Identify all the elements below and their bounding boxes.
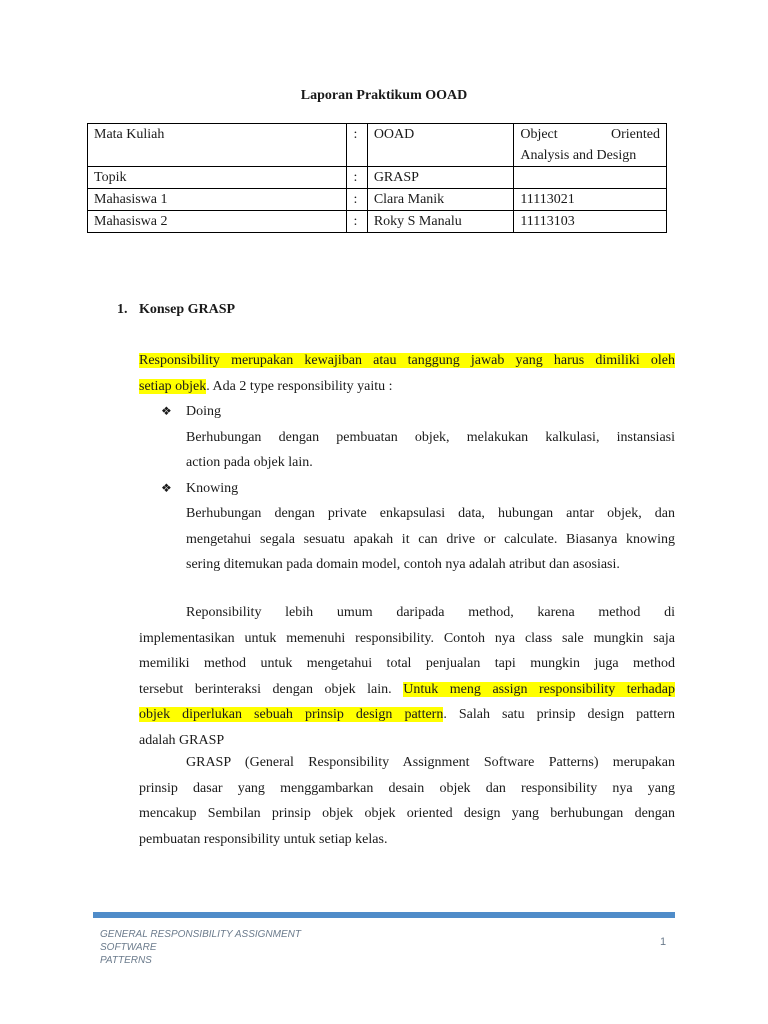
text-line: Berhubungan dengan private enkapsulasi data, hubungan antar objek, dan [186,506,675,521]
footer-title-line: GENERAL RESPONSIBILITY ASSIGNMENT SOFTWARE [100,929,301,953]
bullet-title: Doing [186,404,221,419]
section-number: 1. [117,302,128,317]
text-line [139,348,675,374]
table-cell-extra-word: Oriented [611,127,660,142]
body-text: . Ada 2 type responsibility yaitu : [206,378,393,394]
table-cell-value: GRASP [367,167,514,189]
document-title: Laporan Praktikum OOAD [300,88,468,103]
table-cell-colon: : [347,211,367,233]
table-cell-colon: : [347,167,367,189]
paragraph [139,750,675,852]
table-cell-extra-line [520,124,660,145]
text-line: adalah GRASP [139,732,225,748]
table-cell-value: Roky S Manalu [367,211,514,233]
table-cell-extra: 11113021 [514,189,667,211]
footer-title-line: PATTERNS [100,955,152,966]
info-table [87,123,667,233]
section-title: Konsep GRASP [139,302,236,317]
text-line: sering ditemukan pada domain model, contoh nya adalah atribut dan asosiasi. [186,557,620,572]
highlighted-text: Untuk meng assign responsibility terhadap [403,681,675,697]
text-line: implementasikan untuk memenuhi responsibility. Contoh nya class sale mungkin saja [139,630,675,646]
text-line: action pada objek lain. [186,455,313,470]
table-cell-extra-word: Object [520,127,558,142]
highlighted-text: setiap objek [139,378,207,394]
text-line: Berhubungan dengan pembuatan objek, melakukan kalkulasi, instansiasi [186,429,675,445]
section-heading [117,302,235,318]
diamond-bullet-icon: ❖ [161,404,172,418]
text-line: mencakup Sembilan prinsip objek objek oriented design yang berhubungan dengan [139,806,675,821]
body-text: . Salah satu prinsip design pattern [443,707,675,722]
paragraph [139,600,675,753]
table-row [88,211,667,233]
table-row [88,189,667,211]
table-cell-colon: : [347,124,367,167]
body-text: tersebut berinteraksi dengan objek lain. [139,681,404,697]
table-row [88,124,667,167]
text-line [139,374,675,400]
footer-divider-bar [93,912,675,918]
table-cell-extra-line: Analysis and Design [520,148,637,163]
footer-title [100,928,360,967]
text-line: mengetahui segala sesuatu apakah it can drive or calculate. Biasanya knowing [186,531,675,547]
table-cell-label: Mata Kuliah [88,124,347,167]
bullet-item [139,476,675,502]
table-row [88,167,667,189]
intro-block [139,348,675,578]
table-cell-label: Mahasiswa 2 [88,211,347,233]
text-line [139,702,675,728]
text-line [139,677,675,703]
highlighted-text: Responsibility merupakan kewajiban atau tanggung jawab yang harus dimiliki oleh [139,353,675,368]
bullet-title: Knowing [186,480,239,496]
text-line: prinsip dasar yang menggambarkan desain objek dan responsibility nya yang [139,780,675,796]
highlighted-text: objek diperlukan sebuah prinsip design pattern [139,707,444,722]
bullet-item [139,399,675,425]
text-line: pembuatan responsibility untuk setiap kelas. [139,831,388,847]
text-line: Reponsibility lebih umum daripada method, karena method di [186,605,675,620]
table-cell-label: Topik [88,167,347,189]
table-cell-extra: 11113103 [514,211,667,233]
text-line: memiliki method untuk mengetahui total penjualan tapi mungkin juga method [139,656,675,671]
page-number: 1 [660,936,667,948]
table-cell-value: OOAD [367,124,514,167]
table-cell-extra [514,167,667,189]
table-cell-value: Clara Manik [367,189,514,211]
table-cell-colon: : [347,189,367,211]
table-cell-extra [514,124,667,167]
table-cell-label: Mahasiswa 1 [88,189,347,211]
diamond-bullet-icon: ❖ [161,480,172,495]
text-line: GRASP (General Responsibility Assignment Software Patterns) merupakan [186,755,675,770]
